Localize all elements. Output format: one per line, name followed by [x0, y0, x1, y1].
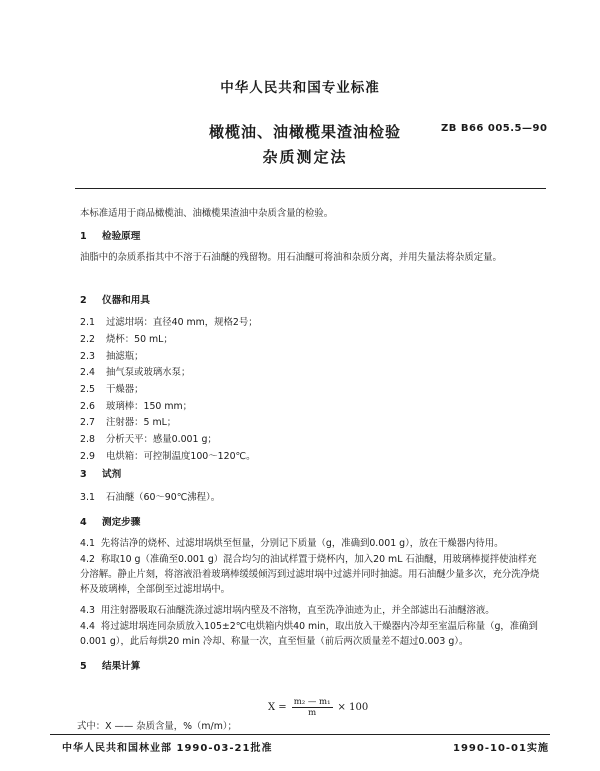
formula-numerator: m₂ — m₁	[293, 697, 331, 707]
footer-rule	[50, 734, 550, 735]
header-rule	[75, 188, 546, 189]
step-4-3: 4.3 用注射器吸取石油醚洗涤过滤坩埚内壁及不溶物，直至洗净油迹为止，并全部滤出石油醚溶液。	[80, 605, 495, 616]
section-number: 2	[80, 295, 87, 306]
list-item: 2.4 抽气泵或玻璃水泵；	[80, 367, 191, 378]
section-title: 仪器和用具	[102, 295, 150, 306]
section-title: 检验原理	[102, 231, 141, 242]
standard-title-line1: 橄榄油、油橄榄果渣油检验	[208, 123, 401, 141]
implementation-date: 1990-10-01实施	[453, 743, 549, 754]
issuing-authority: 中华人民共和国专业标准	[220, 80, 380, 96]
result-formula	[268, 697, 368, 718]
list-item: 2.1 过滤坩埚：直径40 mm，规格2号；	[80, 317, 258, 328]
step-4-4: 4.4 将过滤坩埚连同杂质放入105±2℃电烘箱内烘40 min，取出放入干燥器内冷却至室温后称量（g，准确到0.001 g），此后每烘20 min 冷却、称量一次，直至恒量（前后两次质量差不超过0.003 g）。	[80, 621, 538, 647]
formula-note: 式中：X —— 杂质含量，%（m/m）；	[77, 721, 237, 732]
list-item: 3.1 石油醚（60～90℃沸程）。	[80, 492, 221, 503]
section-number: 5	[80, 661, 87, 672]
section-1-text: 油脂中的杂质系指其中不溶于石油醚的残留物。用石油醚可将油和杂质分离，并用失量法将杂质定量。	[80, 252, 502, 263]
list-item: 2.5 干燥器；	[80, 384, 144, 395]
intro-paragraph: 本标准适用于商品橄榄油、油橄榄果渣油中杂质含量的检验。	[80, 208, 334, 219]
section-title: 测定步骤	[102, 517, 141, 528]
formula-lhs: X =	[268, 702, 287, 713]
list-item: 2.7 注射器：5 mL；	[80, 417, 177, 428]
section-number: 1	[80, 231, 87, 242]
step-4-1: 4.1 先将洁净的烧杯、过滤坩埚烘至恒量，分别记下质量（g，准确到0.001 g），放在干燥器内待用。	[80, 538, 504, 549]
section-number: 3	[80, 469, 87, 480]
section-title: 试剂	[102, 469, 122, 480]
standard-title-line2: 杂质测定法	[262, 148, 348, 166]
list-item: 2.3 抽滤瓶；	[80, 351, 144, 362]
section-2-heading	[80, 292, 150, 306]
list-item: 2.8 分析天平：感量0.001 g；	[80, 434, 217, 445]
formula-denominator: m	[308, 708, 317, 718]
section-number: 4	[80, 517, 87, 528]
section-3-heading	[80, 466, 121, 480]
list-item: 2.2 烧杯：50 mL；	[80, 334, 173, 345]
formula-rhs: × 100	[337, 702, 369, 713]
standard-code: ZB B66 005.5—90	[441, 123, 548, 134]
approval-date: 中华人民共和国林业部 1990-03-21批准	[62, 743, 273, 754]
formula-fraction	[292, 697, 333, 718]
list-item: 2.9 电烘箱：可控制温度100～120℃。	[80, 451, 256, 462]
section-title: 结果计算	[102, 661, 141, 672]
section-1-heading	[80, 228, 140, 242]
step-4-2: 4.2 称取10 g（准确至0.001 g）混合均匀的油试样置于烧杯内，加入20 mL 石油醚，用玻璃棒搅拌使油样充分溶解。静止片刻，将溶液沿着玻璃棒缓缓倾泻到过滤坩埚中过滤并同时抽滤。用石油醚少量多次，充分洗净烧杯及玻璃棒，全部倒至过滤坩埚中。	[80, 554, 540, 595]
list-item: 2.6 玻璃棒：150 mm；	[80, 401, 193, 412]
section-5-heading	[80, 658, 140, 672]
section-4-heading	[80, 514, 140, 528]
